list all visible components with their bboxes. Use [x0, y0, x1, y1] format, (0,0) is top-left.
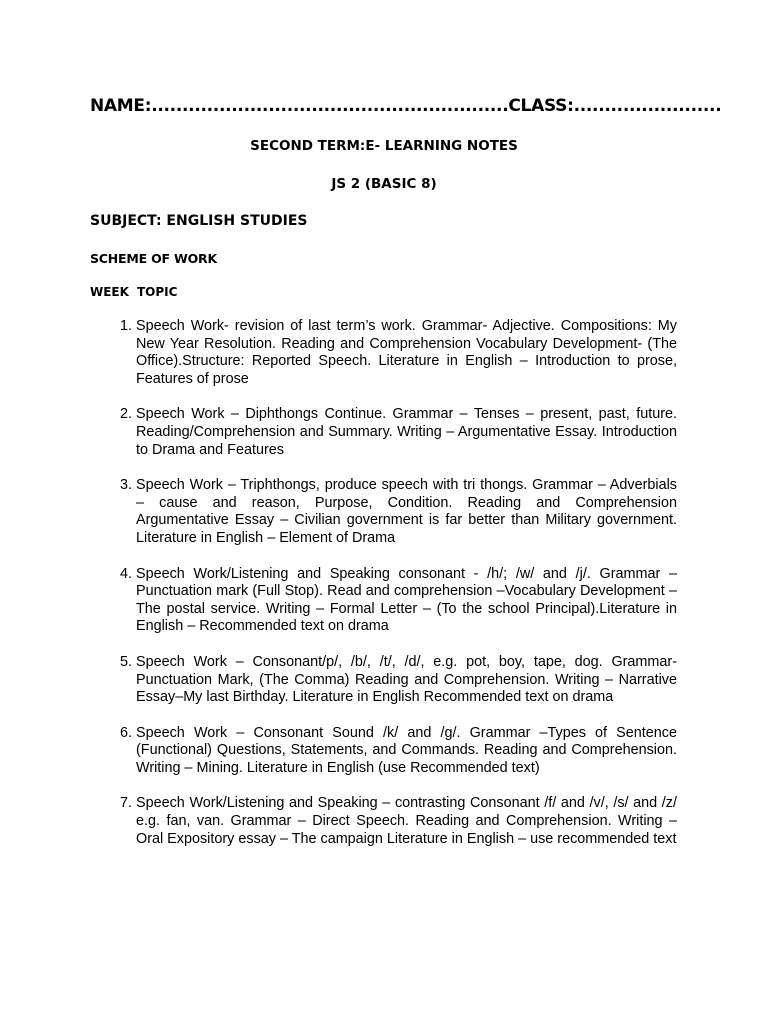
list-item: 1. Speech Work- revision of last term’s work. Grammar- Adjective. Compositions: My New Year Resolution. Reading and Comprehension Vocabulary Development- (The Office).Structure: Reported Speech. Literature in English – Introduction to prose, Features of prose: [136, 318, 677, 388]
name-class-line: NAME:..........................................................CLASS:........................: [90, 96, 722, 116]
list-item: 3. Speech Work – Triphthongs, produce speech with tri thongs. Grammar – Adverbials – cause and reason, Purpose, Condition. Reading and Comprehension Argumentative Essay – Civilian government is far better than Military government. Literature in English – Element of Drama: [136, 477, 677, 547]
list-item: 4. Speech Work/Listening and Speaking consonant - /h/; /w/ and /j/. Grammar – Punctuation mark (Full Stop). Read and comprehension –Vocabulary Development – The postal service. Writing – Formal Letter – (To the school Principal).Literature in English – Recommended text on drama: [136, 566, 677, 636]
list-item: 5. Speech Work – Consonant/p/, /b/, /t/, /d/, e.g. pot, boy, tape, dog. Grammar- Punctuation Mark, (The Comma) Reading and Comprehension. Writing – Narrative Essay–My last Birthday. Literature in English Recommended text on drama: [136, 654, 677, 707]
week-topic-heading: [90, 285, 185, 299]
topic-label: TOPIC: [136, 285, 178, 299]
list-item: 7. Speech Work/Listening and Speaking – contrasting Consonant /f/ and /v/, /s/ and /z/ e.g. fan, van. Grammar – Direct Speech. Reading and Comprehension. Writing – Oral Expository essay – The campaign Literature in English – use recommended text: [136, 795, 677, 848]
class-title: JS 2 (BASIC 8): [331, 176, 437, 192]
topics-list: [90, 318, 677, 866]
term-title: SECOND TERM:E- LEARNING NOTES: [250, 138, 518, 154]
list-item: 6. Speech Work – Consonant Sound /k/ and /g/. Grammar –Types of Sentence (Functional) Questions, Statements, and Commands. Reading and Comprehension. Writing – Mining. Literature in English (use Recommended text): [136, 725, 677, 778]
scheme-heading: SCHEME OF WORK: [90, 251, 217, 266]
subject-heading: SUBJECT: ENGLISH STUDIES: [90, 213, 308, 229]
week-label: WEEK: [90, 285, 129, 299]
list-item: 2. Speech Work – Diphthongs Continue. Grammar – Tenses – present, past, future. Reading/Comprehension and Summary. Writing – Argumentative Essay. Introduction to Drama and Features: [136, 406, 677, 459]
